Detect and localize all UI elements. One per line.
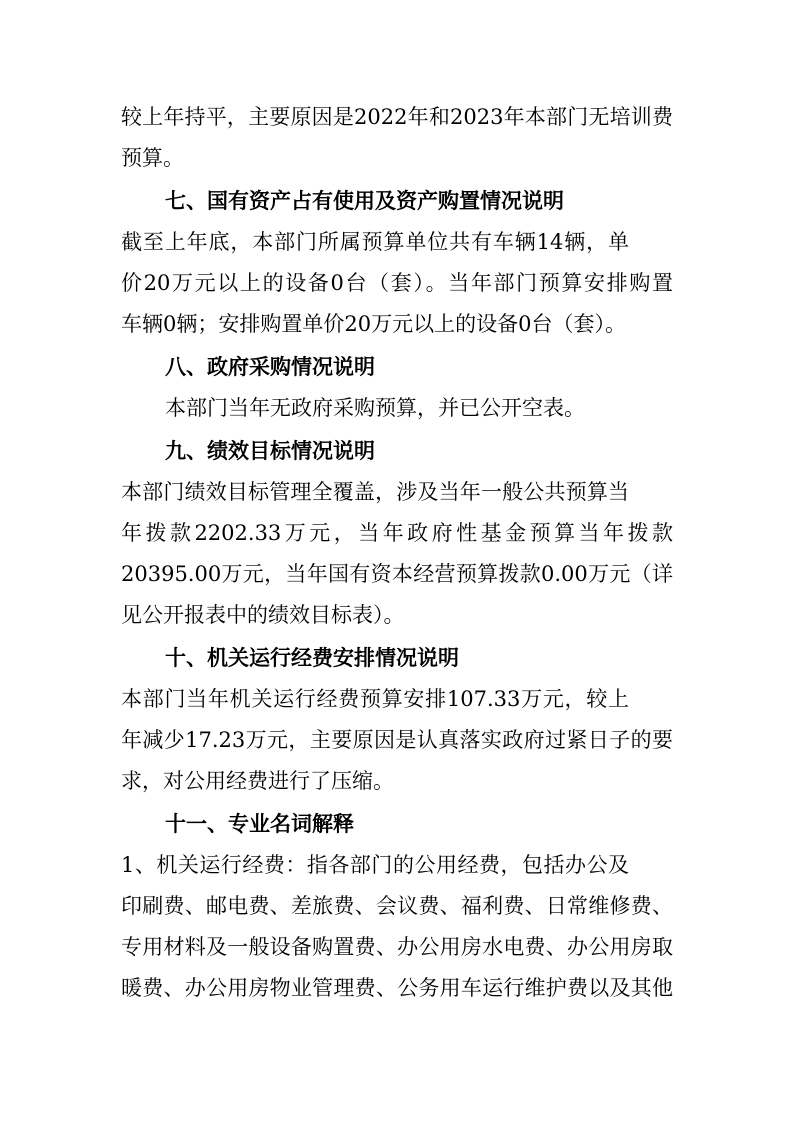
paragraph-line: 暖费、办公用房物业管理费、公务用车运行维护费以及其他	[121, 976, 673, 1000]
paragraph-line: 价20万元以上的设备0台（套）。当年部门预算安排购置	[121, 271, 673, 295]
paragraph-line: 1、机关运行经费：指各部门的公用经费，包括办公及	[121, 853, 629, 877]
paragraph-line: 20395.00万元，当年国有资本经营预算拨款0.00万元（详	[121, 562, 673, 586]
paragraph-line: 较上年持平，主要原因是2022年和2023年本部门无培训费	[121, 105, 673, 129]
paragraph-line: 本部门当年无政府采购预算，并已公开空表。	[165, 396, 585, 420]
section-heading-10: 十、机关运行经费安排情况说明	[165, 646, 459, 670]
paragraph-line: 预算。	[121, 146, 184, 170]
paragraph-line: 印刷费、邮电费、差旅费、会议费、福利费、日常维修费、	[121, 894, 673, 918]
paragraph-line: 专用材料及一般设备购置费、办公用房水电费、办公用房取	[121, 935, 673, 959]
section-heading-9: 九、绩效目标情况说明	[165, 439, 375, 463]
paragraph-line: 本部门当年机关运行经费预算安排107.33万元，较上	[121, 687, 629, 711]
section-heading-11: 十一、专业名词解释	[165, 812, 354, 836]
paragraph-line: 年减少17.23万元，主要原因是认真落实政府过紧日子的要	[121, 728, 673, 752]
section-heading-7: 七、国有资产占有使用及资产购置情况说明	[165, 189, 564, 213]
paragraph-line: 年拨款2202.33万元，当年政府性基金预算当年拨款	[121, 521, 673, 545]
paragraph-line: 车辆0辆；安排购置单价20万元以上的设备0台（套）。	[121, 312, 626, 336]
section-heading-8: 八、政府采购情况说明	[165, 355, 375, 379]
paragraph-line: 截至上年底，本部门所属预算单位共有车辆14辆，单	[121, 230, 629, 254]
paragraph-line: 求，对公用经费进行了压缩。	[121, 769, 394, 793]
paragraph-line: 见公开报表中的绩效目标表）。	[121, 603, 405, 627]
paragraph-line: 本部门绩效目标管理全覆盖，涉及当年一般公共预算当	[121, 480, 629, 504]
